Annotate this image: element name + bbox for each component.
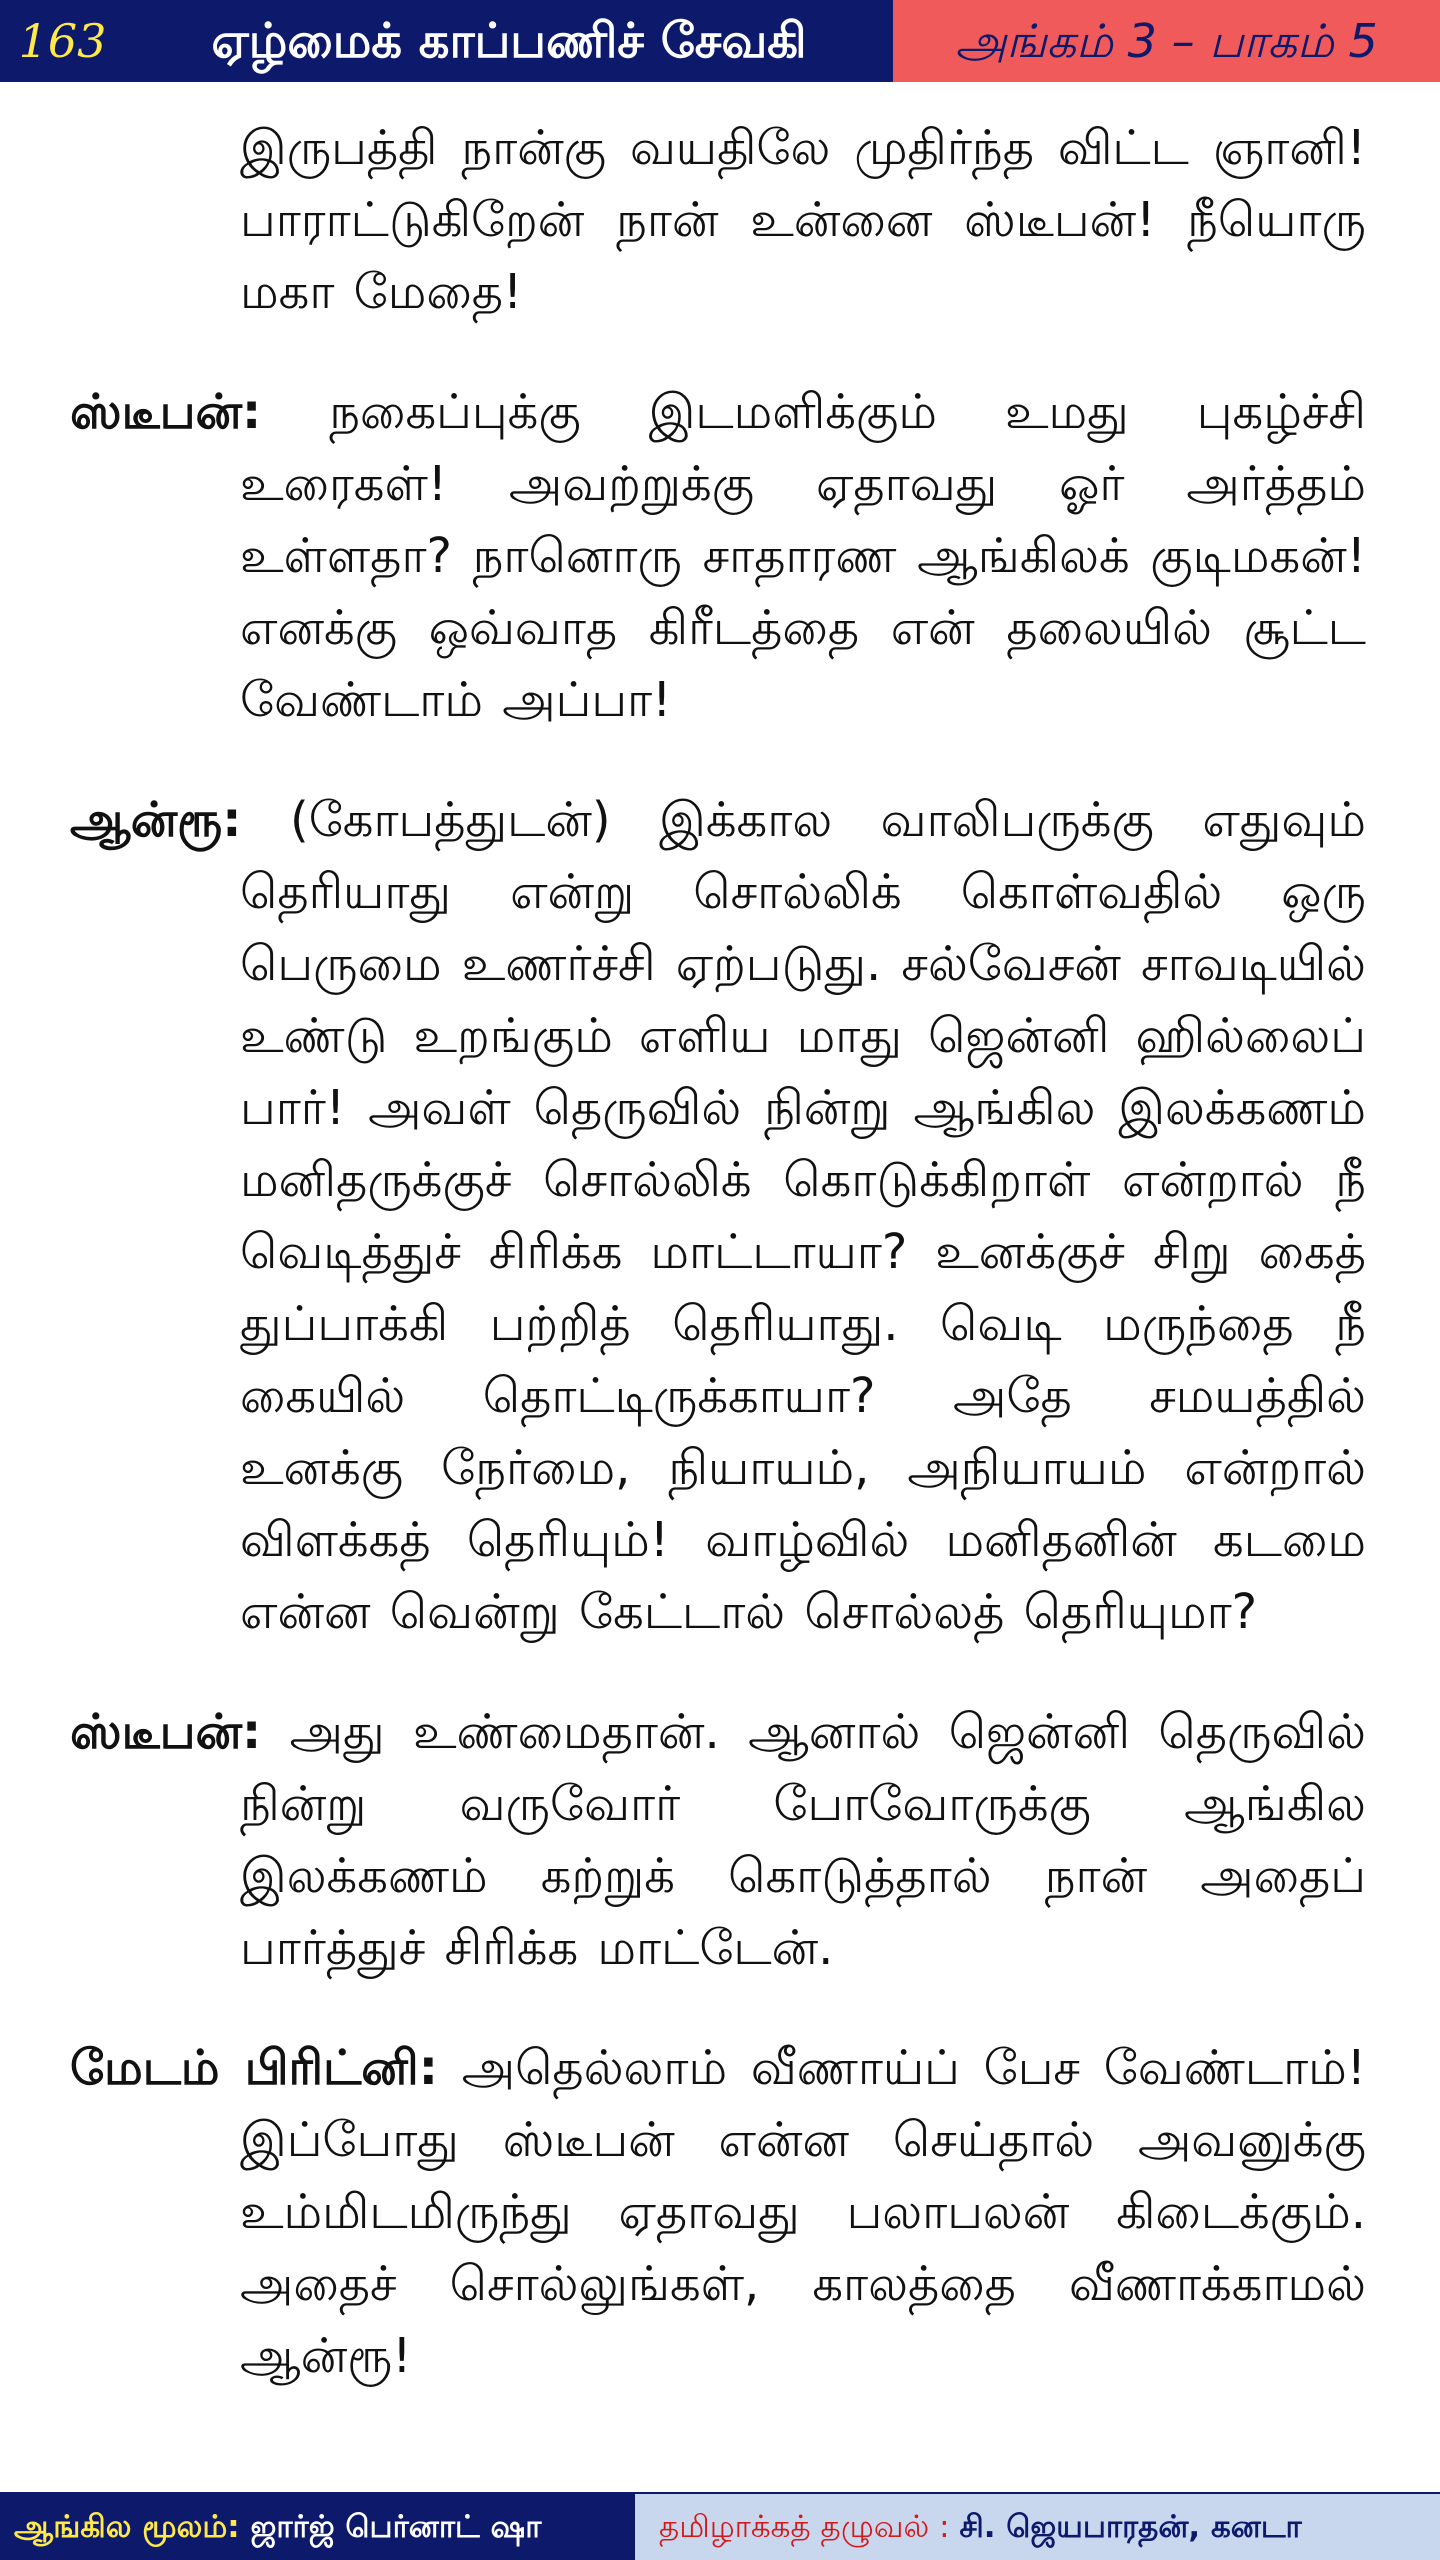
dialogue-continuation — [70, 112, 1366, 328]
part-label: அங்கம் 3 – பாகம் 5 — [893, 0, 1440, 82]
page-footer — [0, 2492, 1440, 2560]
dialogue-block-lady-britomart — [70, 2032, 1366, 2392]
dialogue-text: நகைப்புக்கு இடமளிக்கும் உமது புகழ்ச்சி உரைகள்! அவற்றுக்கு ஏதாவது ஓர் அர்த்தம் உள்ளதா? நானொரு சாதாரண ஆங்கிலக் குடிமகன்! எனக்கு ஒவ்வாத கிரீடத்தை என் தலையில் சூட்ட வேண்டாம் அப்பா! — [240, 384, 1366, 728]
dialogue-text: அதெல்லாம் வீணாய்ப் பேச வேண்டாம்! இப்போது ஸ்டீபன் என்ன செய்தால் அவனுக்கு உம்மிடமிருந்து ஏதாவது பலாபலன் கிடைக்கும். அதைச் சொல்லுங்கள், காலத்தை வீணாக்காமல் ஆன்ரூ! — [240, 2040, 1367, 2384]
translation-credit — [635, 2494, 1440, 2560]
dialogue-text: அது உண்மைதான். ஆனால் ஜென்னி தெருவில் நின்று வருவோர் போவோருக்கு ஆங்கில இலக்கணம் கற்றுக் கொடுத்தால் நான் அதைப் பார்த்துச் சிரிக்க மாட்டேன். — [240, 1704, 1366, 1976]
translator-name: சி. ஜெயபாரதன், கனடா — [959, 2509, 1302, 2545]
translation-label: தமிழாக்கத் தழுவல் : — [659, 2509, 950, 2545]
page-number: 163 — [0, 0, 125, 82]
speaker-name: ஸ்டீபன்: — [70, 384, 262, 440]
book-title: ஏழ்மைக் காப்பணிச் சேவகி — [125, 0, 893, 82]
speaker-name: மேடம் பிரிட்னி: — [70, 2040, 438, 2096]
page-header — [0, 0, 1440, 82]
dialogue-body — [70, 112, 1366, 2400]
dialogue-block-stephen-1 — [70, 376, 1366, 736]
speaker-name: ஸ்டீபன்: — [70, 1704, 262, 1760]
dialogue-block-stephen-2 — [70, 1696, 1366, 1984]
source-credit — [0, 2494, 635, 2560]
dialogue-block-andrew — [70, 784, 1366, 1648]
source-author: ஜார்ஜ் பெர்னாட் ஷா — [250, 2509, 542, 2545]
source-label: ஆங்கில மூலம்: — [14, 2509, 240, 2545]
dialogue-text: (கோபத்துடன்) இக்கால வாலிபருக்கு எதுவும் தெரியாது என்று சொல்லிக் கொள்வதில் ஒரு பெருமை உணர்ச்சி ஏற்படுது. சல்வேசன் சாவடியில் உண்டு உறங்கும் எளிய மாது ஜென்னி ஹில்லைப் பார்! அவள் தெருவில் நின்று ஆங்கில இலக்கணம் மனிதருக்குச் சொல்லிக் கொடுக்கிறாள் என்றால் நீ வெடித்துச் சிரிக்க மாட்டாயா? உனக்குச் சிறு கைத் துப்பாக்கி பற்றித் தெரியாது. வெடி மருந்தை நீ கையில் தொட்டிருக்காயா? அதே சமயத்தில் உனக்கு நேர்மை, நியாயம், அநியாயம் என்றால் விளக்கத் தெரியும்! வாழ்வில் மனிதனின் கடமை என்ன வென்று கேட்டால் சொல்லத் தெரியுமா? — [240, 792, 1366, 1640]
dialogue-text: இருபத்தி நான்கு வயதிலே முதிர்ந்த விட்ட ஞானி! பாராட்டுகிறேன் நான் உன்னை ஸ்டீபன்! நீயொரு மகா மேதை! — [240, 120, 1366, 320]
speaker-name: ஆன்ரூ: — [70, 792, 242, 848]
